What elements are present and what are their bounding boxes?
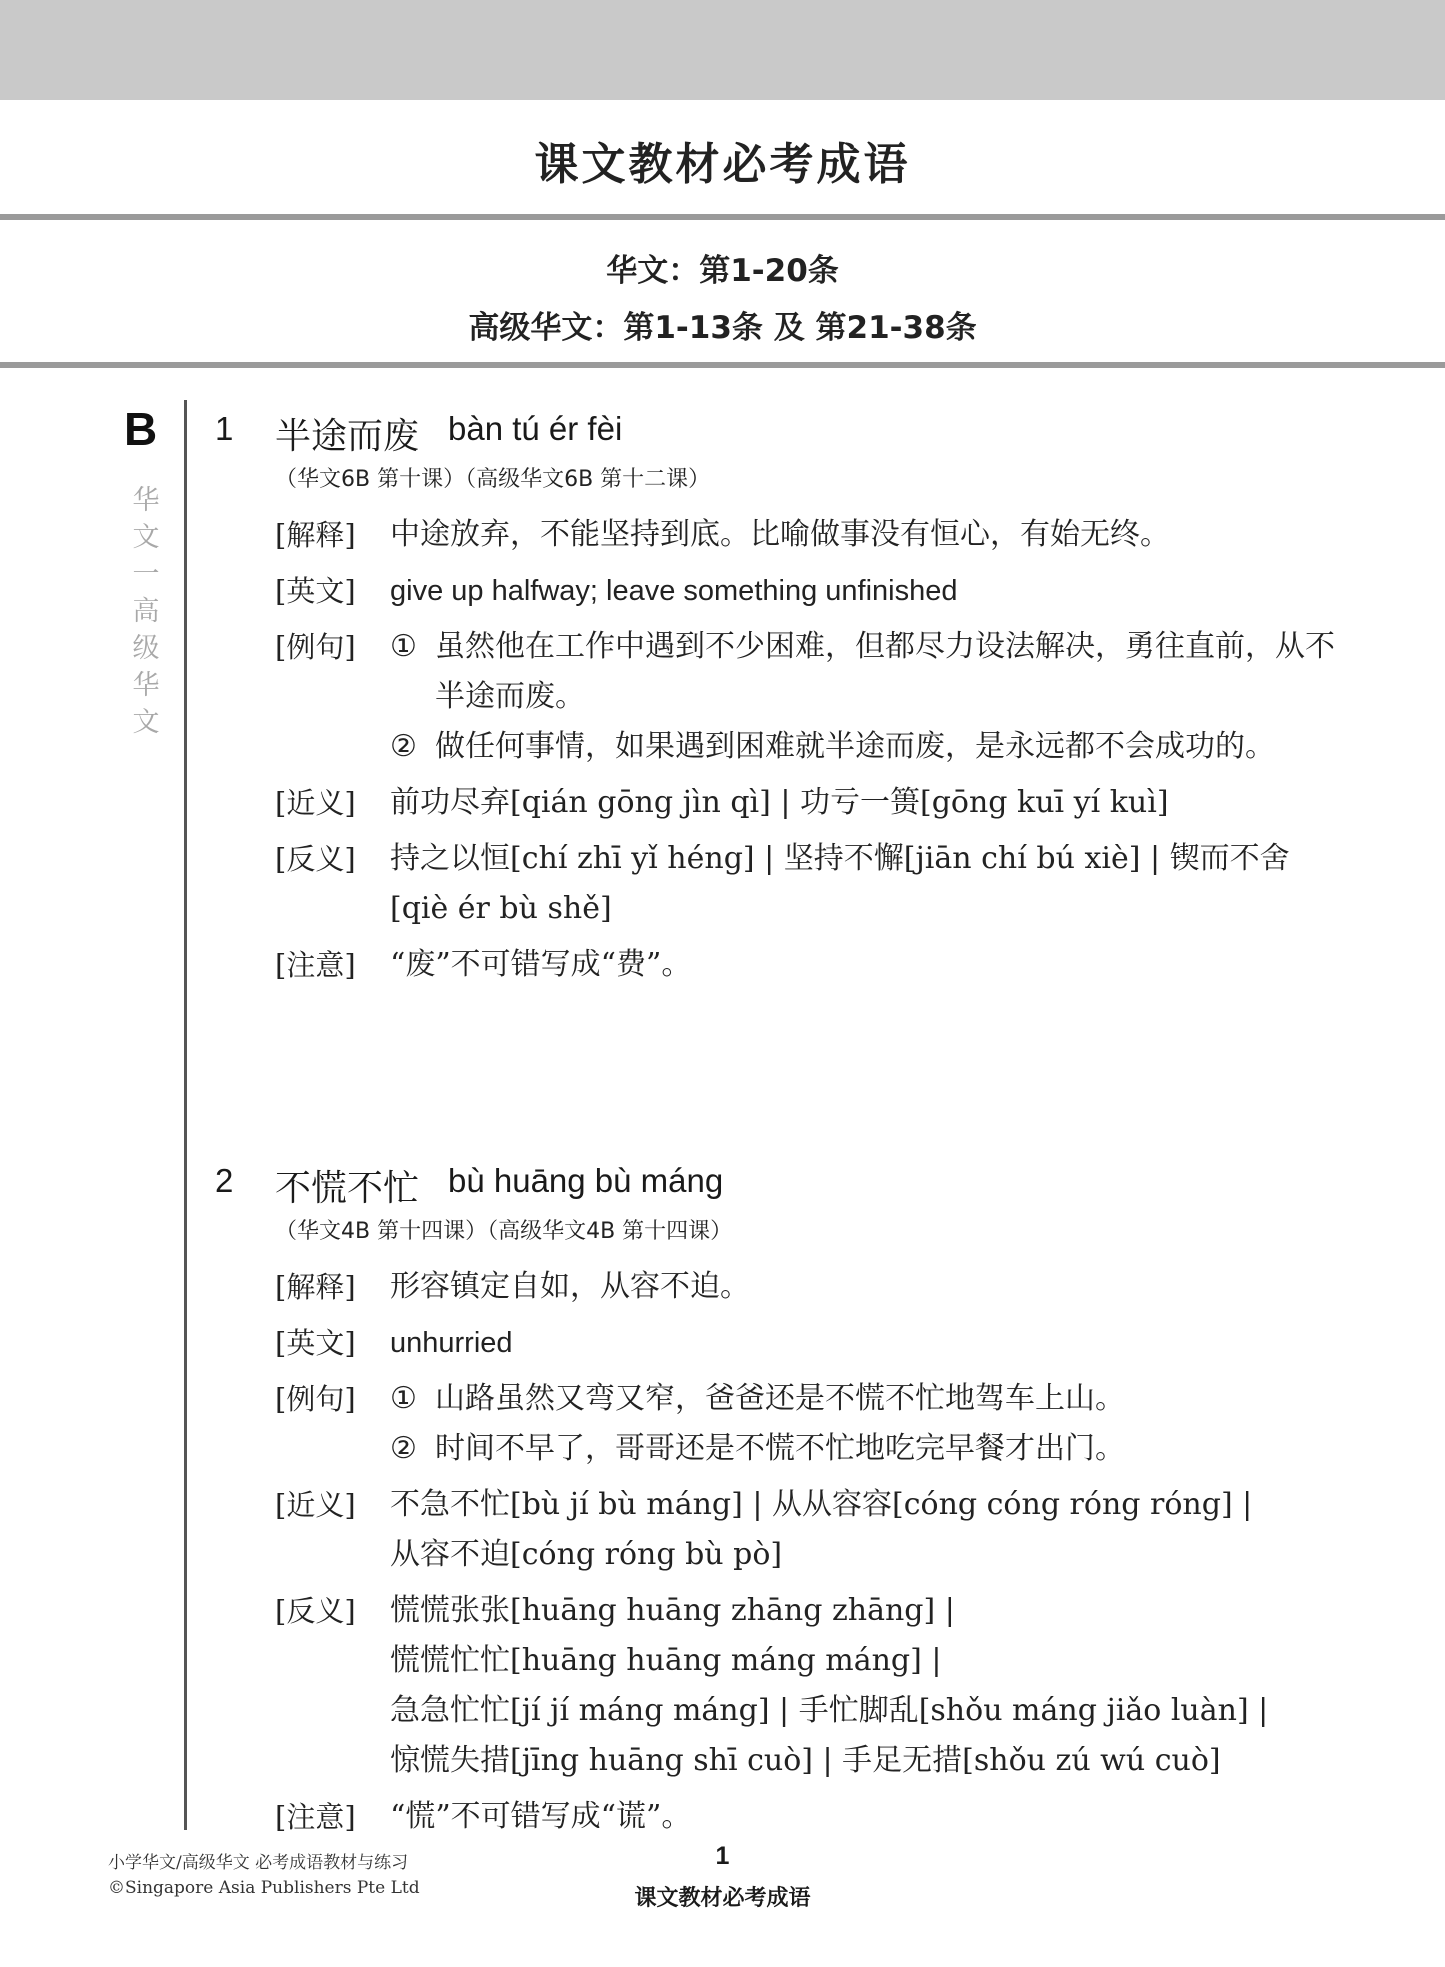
english-text: unhurried	[390, 1327, 513, 1359]
lesson-source: （华文4B 第十四课）（高级华文4B 第十四课）	[275, 1219, 733, 1244]
example-sentence	[390, 622, 1335, 722]
note-field	[275, 1792, 1335, 1842]
header-band	[0, 0, 1445, 100]
explain-field	[275, 510, 1335, 560]
idiom-text: 半途而废	[275, 416, 420, 457]
explain-text: 形容镇定自如，从容不迫。	[390, 1269, 750, 1304]
example-sentence	[390, 722, 1335, 772]
example-marker: ①	[390, 629, 417, 664]
example-sentence	[390, 1374, 1335, 1424]
lesson-source: （华文6B 第十课）（高级华文6B 第十二课）	[275, 467, 711, 492]
entry-number: 1	[215, 410, 234, 447]
synonyms-field	[275, 778, 1335, 828]
example-sentence	[390, 1424, 1335, 1474]
scope-line-higher-huawen: 高级华文：第1-13条 及 第21-38条	[468, 310, 977, 346]
entry-heading	[215, 408, 1335, 458]
example-text: 时间不早了，哥哥还是不慌不忙地吃完早餐才出门。	[435, 1431, 1125, 1466]
field-label: [反义]	[275, 1594, 356, 1628]
synonyms-field	[275, 1480, 1335, 1580]
section-letter: B	[124, 403, 158, 455]
synonyms-text: 前功尽弃[qián gōng jìn qì] | 功亏一篑[gōng kuī yí kuì]	[390, 785, 1169, 820]
field-label: [例句]	[275, 630, 356, 664]
field-label: [近义]	[275, 786, 356, 820]
field-label: [解释]	[275, 518, 356, 552]
footer-section-title: 课文教材必考成语	[634, 1886, 811, 1911]
synonyms-line: 不急不忙[bù jí bù máng] | 从从容容[cóng cóng róng róng] |	[390, 1487, 1253, 1522]
page-title: 课文教材必考成语	[534, 139, 911, 190]
field-label: [英文]	[275, 574, 356, 608]
synonyms-line: 从容不迫[cóng róng bù pò]	[390, 1537, 783, 1572]
examples-field	[275, 1374, 1335, 1474]
example-marker: ②	[390, 729, 417, 764]
antonyms-line: 慌慌忙忙[huāng huāng máng máng] |	[390, 1643, 942, 1678]
divider	[0, 214, 1445, 220]
antonyms-text: 持之以恒[chí zhī yǐ héng] | 坚持不懈[jiān chí bú xiè] | 锲而不舍[qiè ér bù shě]	[390, 841, 1290, 926]
explain-text: 中途放弃，不能坚持到底。比喻做事没有恒心，有始无终。	[390, 517, 1170, 552]
idiom-text: 不慌不忙	[275, 1168, 420, 1209]
antonyms-line: 惊慌失措[jīng huāng shī cuò] | 手足无措[shǒu zú wú cuò]	[390, 1743, 1221, 1778]
field-label: [例句]	[275, 1382, 356, 1416]
idiom-entry	[215, 408, 1335, 990]
example-marker: ①	[390, 1381, 417, 1416]
field-label: [注意]	[275, 1800, 356, 1834]
explain-field	[275, 1262, 1335, 1312]
page-number: 1	[715, 1842, 730, 1870]
copyright: ©Singapore Asia Publishers Pte Ltd	[108, 1878, 420, 1898]
english-field	[275, 1318, 1335, 1368]
field-label: [解释]	[275, 1270, 356, 1304]
field-label: [注意]	[275, 948, 356, 982]
example-text: 虽然他在工作中遇到不少困难，但都尽力设法解决，勇往直前，从不半途而废。	[435, 629, 1335, 714]
antonyms-field	[275, 834, 1335, 934]
example-text: 山路虽然又弯又窄，爸爸还是不慌不忙地驾车上山。	[435, 1381, 1125, 1416]
entry-number: 2	[215, 1162, 234, 1199]
field-label: [近义]	[275, 1488, 356, 1522]
note-text: “废”不可错写成“费”。	[390, 947, 692, 982]
field-label: [反义]	[275, 842, 356, 876]
margin-rule	[184, 400, 187, 1830]
section-label: 华文一高级华文	[132, 485, 160, 738]
scope-line-huawen: 华文：第1-20条	[606, 253, 839, 289]
idiom-entry	[215, 1160, 1335, 1842]
example-marker: ②	[390, 1431, 417, 1466]
field-label: [英文]	[275, 1326, 356, 1360]
antonyms-line: 慌慌张张[huāng huāng zhāng zhāng] |	[390, 1593, 955, 1628]
example-text: 做任何事情，如果遇到困难就半途而废，是永远都不会成功的。	[435, 729, 1275, 764]
english-text: give up halfway; leave something unfinished	[390, 575, 958, 607]
note-field	[275, 940, 1335, 990]
note-text: “慌”不可错写成“谎”。	[390, 1799, 692, 1834]
antonyms-line: 急急忙忙[jí jí máng máng] | 手忙脚乱[shǒu máng jiǎo luàn] |	[390, 1693, 1269, 1728]
entry-heading	[215, 1160, 1335, 1210]
antonyms-field	[275, 1586, 1335, 1786]
book-title: 小学华文/高级华文 必考成语教材与练习	[108, 1853, 409, 1873]
idiom-pinyin: bù huāng bù máng	[448, 1162, 724, 1199]
divider	[0, 362, 1445, 368]
idiom-pinyin: bàn tú ér fèi	[448, 410, 623, 447]
examples-field	[275, 622, 1335, 772]
english-field	[275, 566, 1335, 616]
